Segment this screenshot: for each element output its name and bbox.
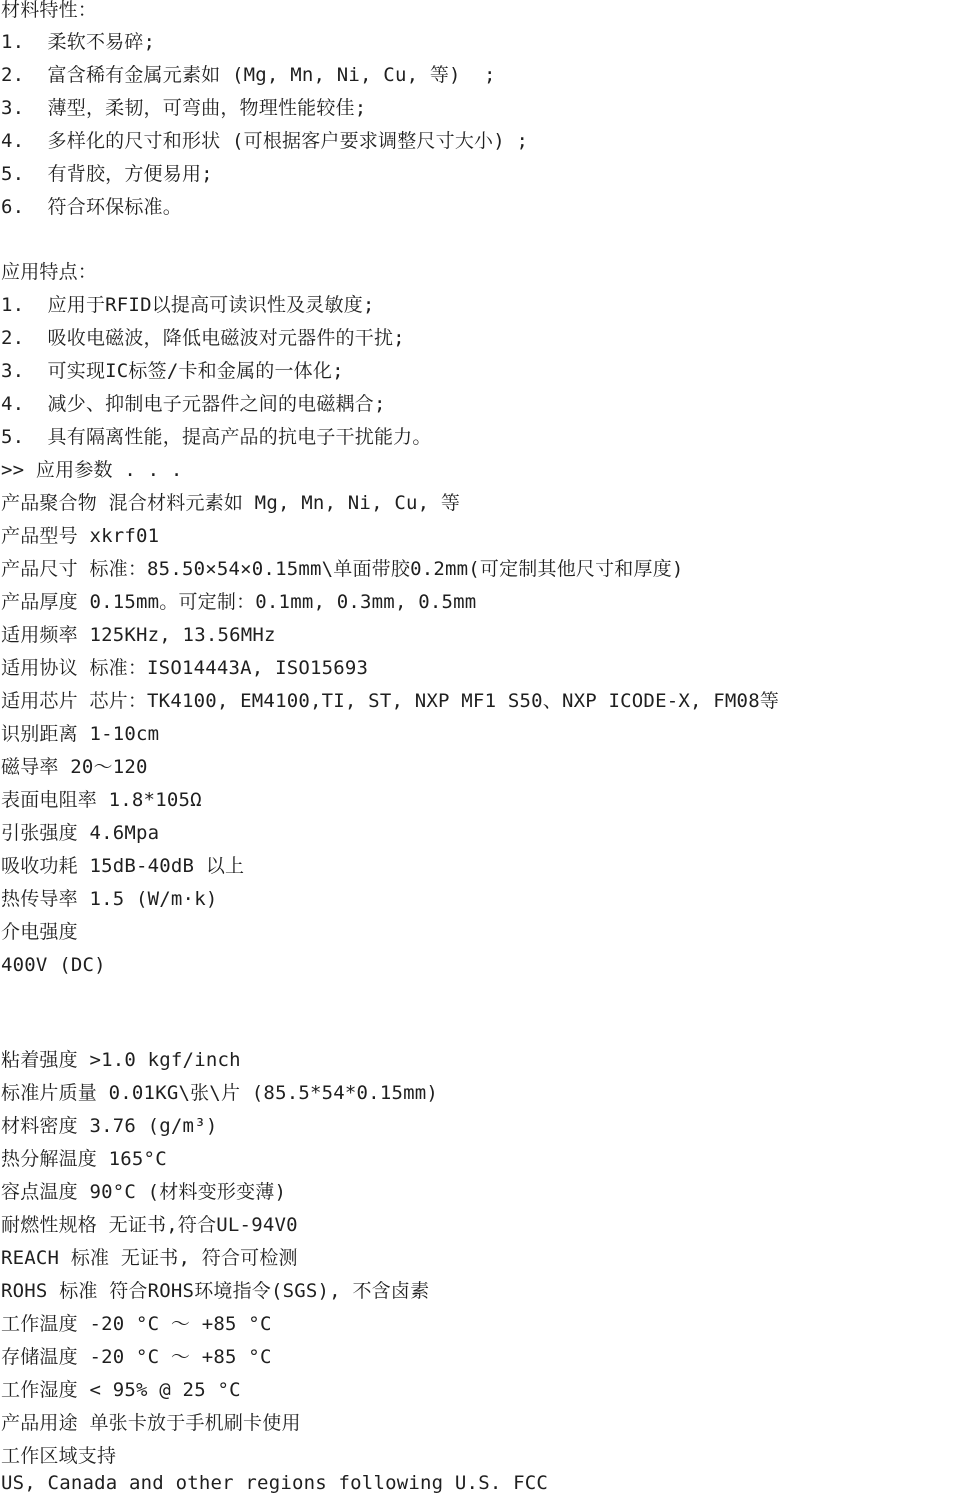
param-row: US, Canada and other regions following U.S. FCC	[1, 1472, 549, 1494]
material-item-3: 3. 薄型，柔韧，可弯曲，物理性能较佳;	[1, 97, 367, 119]
param-row: 引张强度 4.6Mpa	[1, 822, 160, 844]
param-row: 热传导率 1.5 (W/m·k)	[1, 888, 218, 910]
param-row: 容点温度 90°C (材料变形变薄)	[1, 1181, 287, 1203]
param-row: 磁导率 20～120	[1, 756, 148, 778]
material-item-4: 4. 多样化的尺寸和形状 (可根据客户要求调整尺寸大小) ;	[1, 130, 529, 152]
param-row: 产品聚合物 混合材料元素如 Mg, Mn, Ni, Cu, 等	[1, 492, 461, 514]
param-row: 适用协议 标准：ISO14443A, ISO15693	[1, 657, 369, 679]
param-row: 表面电阻率 1.8*105Ω	[1, 789, 202, 811]
param-row: ROHS 标准 符合ROHS环境指令(SGS), 不含卤素	[1, 1280, 430, 1302]
param-row: 工作温度 -20 °C ～ +85 °C	[1, 1313, 272, 1335]
param-row: 400V (DC)	[1, 954, 106, 976]
material-item-6: 6. 符合环保标准。	[1, 196, 182, 218]
param-row: 热分解温度 165°C	[1, 1148, 167, 1170]
param-row: REACH 标准 无证书, 符合可检测	[1, 1247, 298, 1269]
param-row: 吸收功耗 15dB-40dB 以上	[1, 855, 245, 877]
param-row: 识别距离 1-10cm	[1, 723, 160, 745]
material-item-5: 5. 有背胶，方便易用;	[1, 163, 213, 185]
param-row: 工作区域支持	[1, 1445, 117, 1467]
params-heading: >> 应用参数 . . .	[1, 459, 183, 481]
param-row: 工作湿度 < 95% @ 25 °C	[1, 1379, 241, 1401]
param-row: 介电强度	[1, 921, 78, 943]
application-item-5: 5. 具有隔离性能，提高产品的抗电子干扰能力。	[1, 426, 432, 448]
param-row: 存储温度 -20 °C ～ +85 °C	[1, 1346, 272, 1368]
application-item-2: 2. 吸收电磁波，降低电磁波对元器件的干扰;	[1, 327, 405, 349]
material-heading: 材料特性：	[1, 0, 98, 21]
param-row: 粘着强度 >1.0 kgf/inch	[1, 1049, 241, 1071]
material-item-2: 2. 富含稀有金属元素如 (Mg, Mn, Ni, Cu, 等) ;	[1, 64, 496, 86]
application-item-4: 4. 减少、抑制电子元器件之间的电磁耦合;	[1, 393, 386, 415]
application-heading: 应用特点：	[1, 261, 98, 283]
param-row: 产品尺寸 标准：85.50×54×0.15mm\单面带胶0.2mm(可定制其他尺寸和厚度)	[1, 558, 684, 580]
param-row: 产品用途 单张卡放于手机刷卡使用	[1, 1412, 301, 1434]
param-row: 标准片质量 0.01KG\张\片 (85.5*54*0.15mm)	[1, 1082, 439, 1104]
application-item-3: 3. 可实现IC标签/卡和金属的一体化;	[1, 360, 344, 382]
param-row: 耐燃性规格 无证书,符合UL-94V0	[1, 1214, 298, 1236]
param-row: 适用芯片 芯片：TK4100, EM4100,TI, ST, NXP MF1 S50、NXP ICODE-X, FM08等	[1, 690, 780, 712]
param-row: 产品型号 xkrf01	[1, 525, 160, 547]
param-row: 适用频率 125KHz, 13.56MHz	[1, 624, 276, 646]
application-item-1: 1. 应用于RFID以提高可读识性及灵敏度;	[1, 294, 375, 316]
material-item-1: 1. 柔软不易碎;	[1, 31, 156, 53]
param-row: 材料密度 3.76 (g/m³)	[1, 1115, 218, 1137]
param-row: 产品厚度 0.15mm。可定制：0.1mm, 0.3mm, 0.5mm	[1, 591, 477, 613]
